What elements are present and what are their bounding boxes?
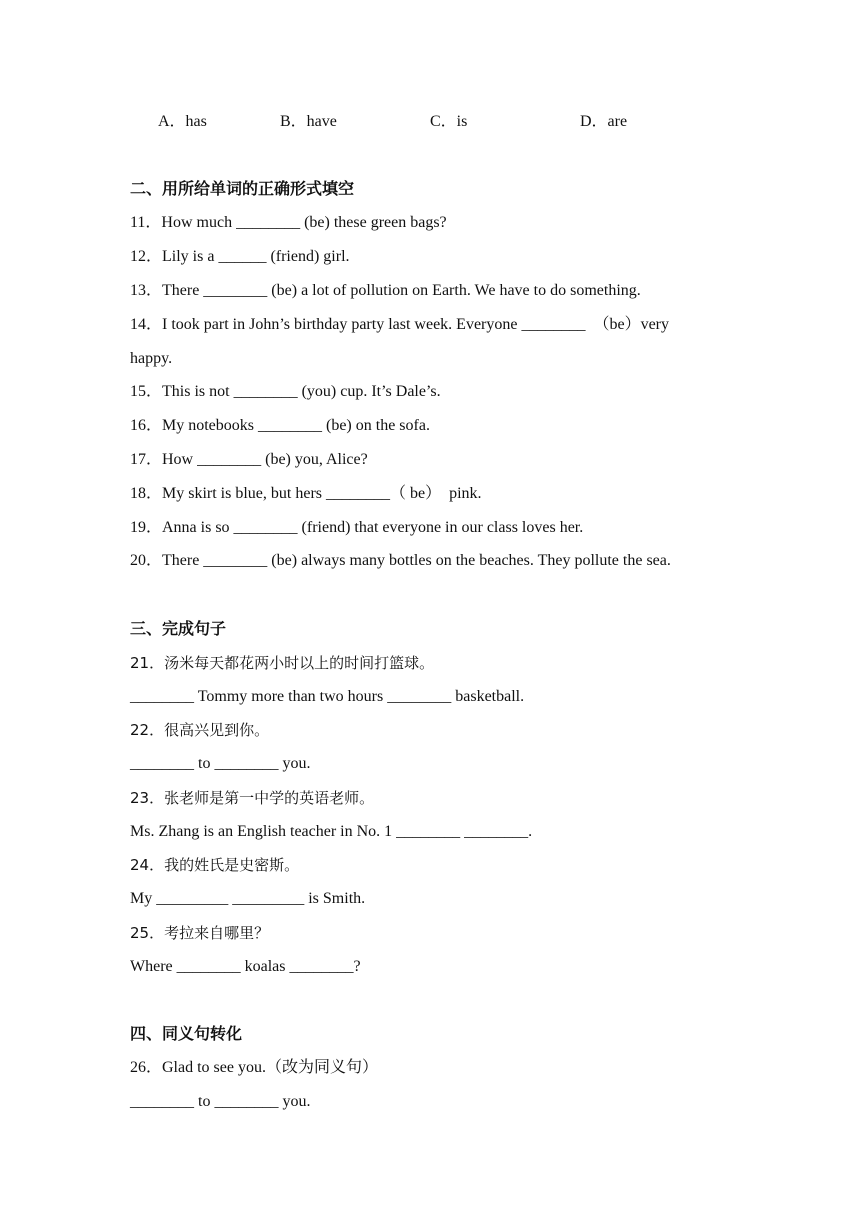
option-c: C．is xyxy=(430,113,468,130)
question-16: 16．My notebooks ________ (be) on the sofa. xyxy=(130,417,430,434)
option-d: D．are xyxy=(580,113,628,130)
section-3-title: 三、完成句子 xyxy=(130,619,227,638)
question-11: 11．How much ________ (be) these green bags? xyxy=(130,214,447,231)
question-12: 12．Lily is a ______ (friend) girl. xyxy=(130,248,350,265)
question-25-prompt: 25．考拉来自哪里？ xyxy=(130,924,270,942)
question-25-answer: Where ________ koalas ________? xyxy=(130,958,361,975)
question-20: 20．There ________ (be) always many bottles on the beaches. They pollute the sea. xyxy=(130,552,671,569)
question-22-prompt: 22．很高兴见到你。 xyxy=(130,721,270,739)
question-17: 17．How ________ (be) you, Alice? xyxy=(130,451,368,468)
section-2-title: 二、用所给单词的正确形式填空 xyxy=(130,179,355,198)
question-18: 18．My skirt is blue, but hers ________（ be） pink. xyxy=(130,485,482,502)
section-4-title: 四、同义句转化 xyxy=(130,1024,243,1043)
question-21-prompt: 21．汤米每天都花两小时以上的时间打篮球。 xyxy=(130,654,435,672)
question-14: 14．I took part in John’s birthday party last week. Everyone ________ （be）very xyxy=(130,316,670,333)
question-23-answer: Ms. Zhang is an English teacher in No. 1 ________ ________. xyxy=(130,823,533,840)
question-26-prompt: 26．Glad to see you.（改为同义句） xyxy=(130,1059,378,1076)
question-21-answer: ________ Tommy more than two hours ________ basketball. xyxy=(130,688,525,705)
question-24-answer: My _________ _________ is Smith. xyxy=(130,890,366,907)
question-26-answer: ________ to ________ you. xyxy=(130,1093,311,1110)
question-22-answer: ________ to ________ you. xyxy=(130,755,311,772)
question-24-prompt: 24．我的姓氏是史密斯。 xyxy=(130,856,300,874)
question-14-continued: happy. xyxy=(130,350,173,367)
question-13: 13．There ________ (be) a lot of pollution on Earth. We have to do something. xyxy=(130,282,641,299)
question-23-prompt: 23．张老师是第一中学的英语老师。 xyxy=(130,789,375,807)
question-15: 15．This is not ________ (you) cup. It’s Dale’s. xyxy=(130,383,441,400)
question-19: 19．Anna is so ________ (friend) that everyone in our class loves her. xyxy=(130,519,584,536)
option-b: B．have xyxy=(280,113,337,130)
option-a: A．has xyxy=(158,113,207,130)
